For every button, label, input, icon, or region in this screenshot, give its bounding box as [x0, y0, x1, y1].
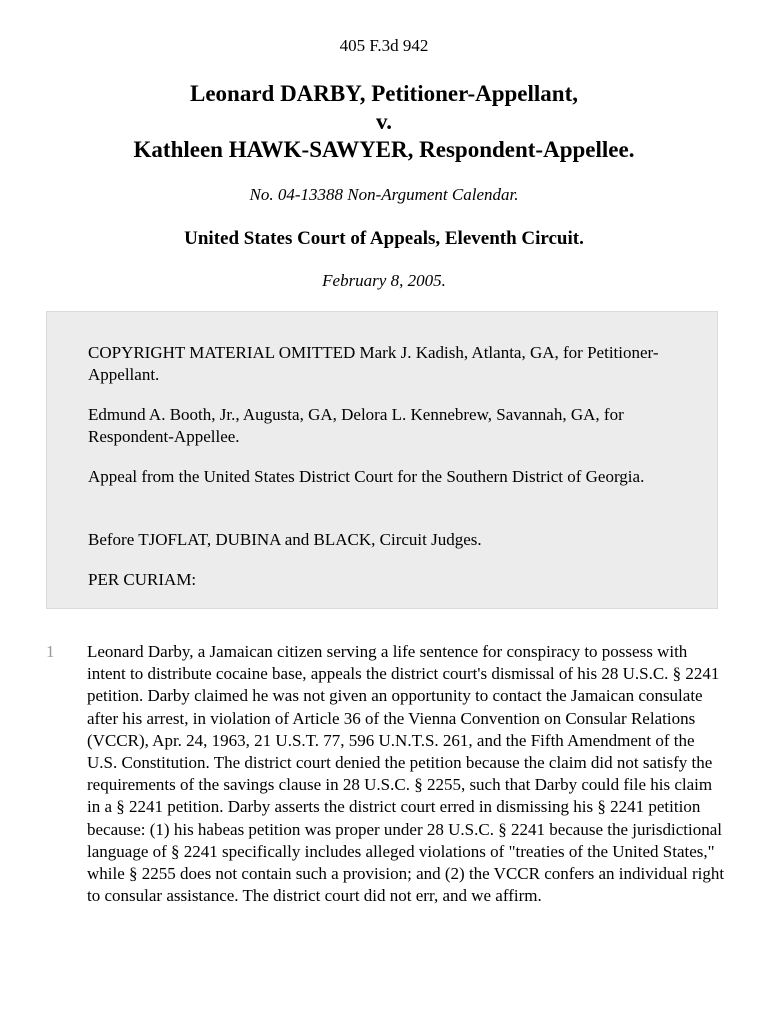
docket-number: No. 04-13388 Non-Argument Calendar. [249, 185, 519, 204]
respondent-name: Kathleen HAWK-SAWYER, Respondent-Appellee. [133, 137, 635, 162]
case-citation: 405 F.3d 942 [339, 36, 429, 55]
versus-label: v. [376, 109, 392, 134]
case-parties [0, 80, 768, 164]
court-name: United States Court of Appeals, Eleventh Circuit. [184, 228, 584, 249]
appeal-from: Appeal from the United States District Court for the Southern District of Georgia. [88, 467, 645, 486]
case-header-box [46, 311, 718, 609]
petitioner-name: Leonard DARBY, Petitioner-Appellant, [189, 81, 578, 106]
decision-date: February 8, 2005. [322, 271, 446, 290]
counsel-petitioner: COPYRIGHT MATERIAL OMITTED Mark J. Kadish, Atlanta, GA, for Petitioner-Appellant. [88, 343, 659, 384]
judges-panel: Before TJOFLAT, DUBINA and BLACK, Circuit Judges. [88, 530, 482, 549]
per-curiam-label: PER CURIAM: [88, 570, 197, 589]
paragraph-number: 1 [46, 642, 55, 661]
opinion-paragraph: Leonard Darby, a Jamaican citizen serving a life sentence for conspiracy to possess with intent to distribute cocaine base, appeals the district court's dismissal of his 28 U.S.C. § 2241 petition. Darby claimed he was not given an opportunity to contact the Jamaican consulate after his arrest, in violation of Article 36 of the Vienna Convention on Consular Relations (VCCR), Apr. 24, 1963, 21 U.S.T. 77, 596 U.N.T.S. 261, and the Fifth Amendment of the U.S. Constitution. The district court denied the petition because the claim did not satisfy the requirements of the savings clause in 28 U.S.C. § 2255, such that Darby could file his claim in a § 2241 petition. Darby asserts the district court erred in dismissing his § 2241 petition because: (1) his habeas petition was proper under 28 U.S.C. § 2241 because the jurisdictional language of § 2241 specifically includes alleged violations of "treaties of the United States," while § 2255 does not contain such a provision; and (2) the VCCR confers an individual right to consular assistance. The district court did not err, and we affirm. [87, 642, 725, 906]
counsel-respondent: Edmund A. Booth, Jr., Augusta, GA, Delora L. Kennebrew, Savannah, GA, for Respondent-Appellee. [88, 405, 624, 446]
